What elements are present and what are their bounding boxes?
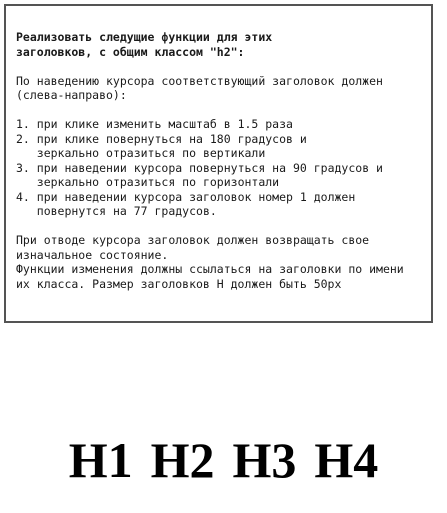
- task-intro-line: (слева-направо):: [16, 88, 127, 102]
- heading-h2[interactable]: H2: [150, 432, 215, 488]
- task-title-line: Реализовать следущие функции для этих: [16, 30, 273, 44]
- task-footer-line: изначальное состояние.: [16, 247, 169, 262]
- task-title-line: заголовков, с общим классом "h2":: [16, 44, 245, 59]
- task-list-item-number: 2.: [16, 131, 37, 146]
- task-list-item-text: при клике повернуться на 180 градусов и: [36, 131, 307, 146]
- task-footer-line: Функции изменения должны ссылаться на заголовки по имени: [16, 262, 404, 276]
- task-list-item-number: 1.: [16, 117, 37, 131]
- task-list-item-text: зеркально отразиться по вертикали: [36, 146, 266, 160]
- task-intro-line: По наведению курсора соответствующий заголовок должен: [16, 73, 383, 88]
- task-footer: [16, 233, 421, 291]
- task-title: [16, 30, 421, 59]
- task-list-item-text: при наведении курсора заголовок номер 1 должен: [36, 189, 356, 204]
- task-footer-line: При отводе курсора заголовок должен возвращать свое: [16, 233, 370, 247]
- task-description-box: [4, 4, 433, 323]
- task-list-item-text: при наведении курсора повернуться на 90 градусов и: [36, 160, 383, 175]
- task-intro: [16, 74, 421, 103]
- task-list-item: [16, 190, 421, 219]
- task-list-item-text: при клике изменить масштаб в 1.5 раза: [36, 117, 293, 131]
- task-list-item: [16, 117, 421, 132]
- headings-row: [0, 432, 447, 488]
- task-list: [16, 117, 421, 219]
- task-list-item: [16, 161, 421, 190]
- task-list-item-number: 3.: [16, 160, 37, 175]
- heading-h4[interactable]: H4: [314, 432, 379, 488]
- task-list-item-text: зеркально отразиться по горизонтали: [36, 175, 280, 189]
- heading-h1[interactable]: H1: [68, 432, 133, 488]
- heading-h3[interactable]: H3: [232, 432, 297, 488]
- task-list-item: [16, 132, 421, 161]
- task-list-item-number: 4.: [16, 189, 37, 204]
- task-list-item-text: повернутся на 77 градусов.: [36, 204, 217, 218]
- task-footer-line: их класса. Размер заголовков H должен быть 50px: [16, 276, 342, 291]
